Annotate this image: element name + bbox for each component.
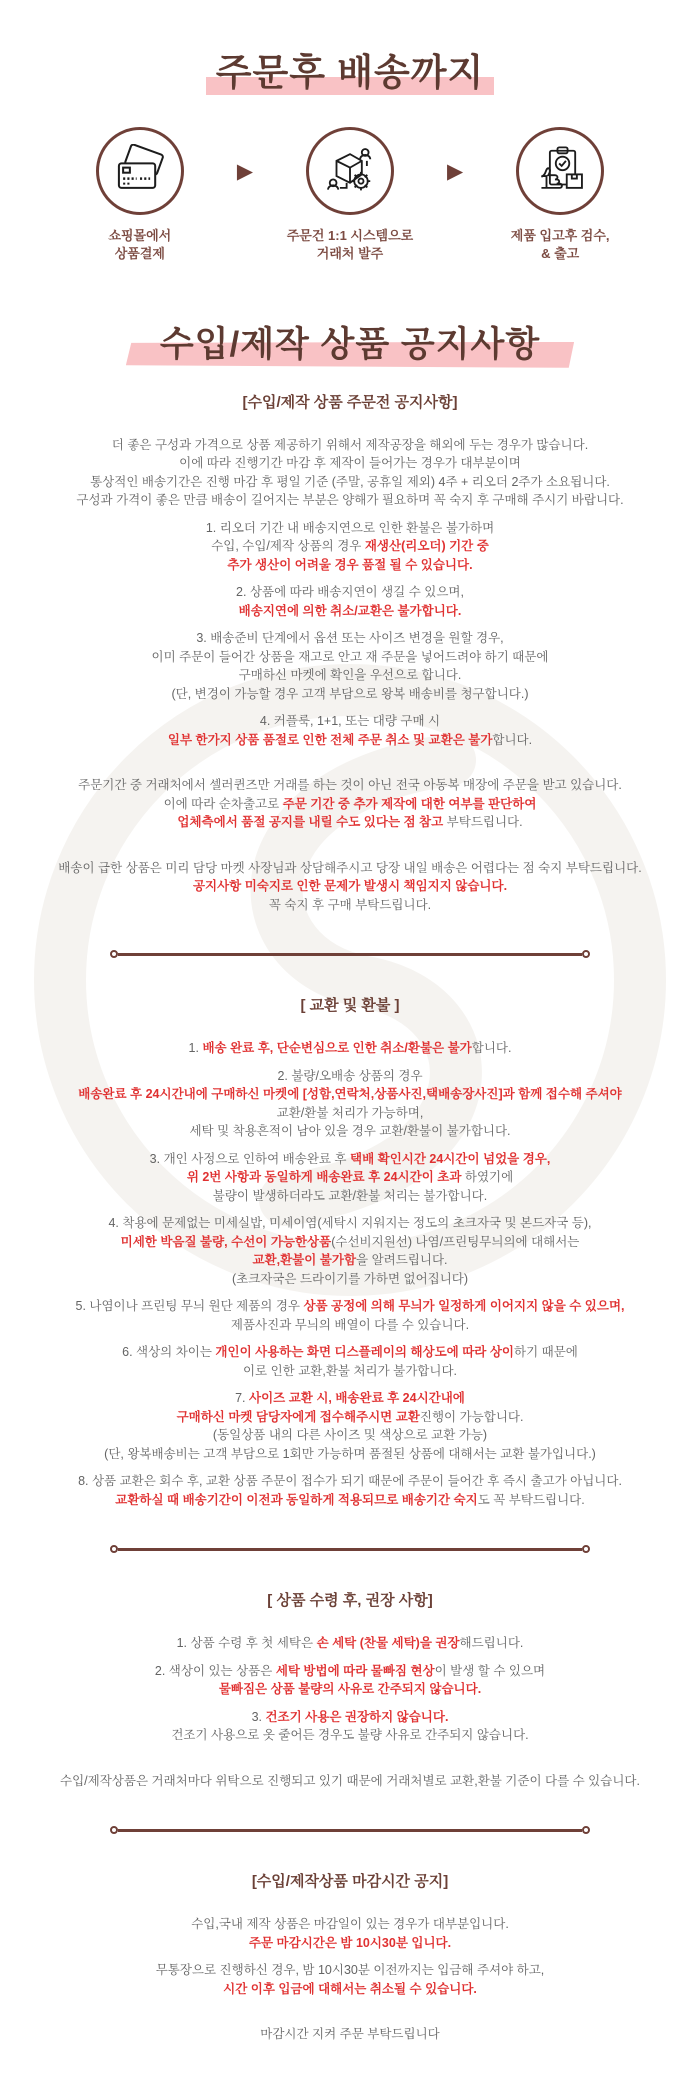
body-text: 4. 커플룩, 1+1, 또는 대량 구매 시 [259,714,441,729]
body-text: 1. 리오더 기간 내 배송지연으로 인한 환불은 불가하며 [205,520,495,535]
notice-line [0,1961,700,1980]
notice-line [0,896,700,915]
emphasis-text: 배송 완료 후, 단순변심으로 인한 취소/환불은 불가 [202,1041,472,1056]
notice-line [0,813,700,832]
notice-line [0,1187,700,1206]
emphasis-text: 사이즈 교환 시, 배송완료 후 24시간내에 [249,1391,465,1406]
step-inspection-shipping [471,127,649,263]
body-text: 구매하신 마켓에 확인을 우선으로 합니다. [238,668,462,683]
body-text: 2. 불량/오배송 상품의 경우 [277,1068,423,1083]
divider-bar [118,1548,582,1551]
order-process-steps [0,127,700,263]
notice-line [0,1039,700,1058]
notice-line [0,648,700,667]
body-text: 마감시간 지켜 주문 부탁드립니다 [260,2027,440,2042]
notice-line [0,491,700,510]
body-text: 1. 상품 수령 후 첫 세탁은 [176,1636,317,1651]
emphasis-text: 교환하실 때 배송기간이 이전과 동일하게 적용되므로 배송기간 숙지 [115,1492,478,1507]
notice-line [0,1150,700,1169]
notice-paragraph [0,1214,700,1288]
notice-line [0,1297,700,1316]
emphasis-text: 상품 공정에 의해 무늬가 일정하게 이어지지 않을 수 있으며, [303,1299,625,1314]
emphasis-text: 공지사항 미숙지로 인한 문제가 발생시 책임지지 않습니다. [192,879,508,894]
section-header: [ 상품 수령 후, 권장 사항] [267,1592,433,1610]
notice-line [0,1316,700,1335]
body-text: 이로 인한 교환,환불 처리가 불가합니다. [242,1363,458,1378]
notice-line [0,1491,700,1510]
body-text: 1. [188,1041,203,1056]
body-text: (동일상품 내의 다른 사이즈 및 색상으로 교환 가능) [212,1428,488,1443]
notice-paragraph [0,776,700,832]
body-text: 7. [235,1391,250,1406]
notice-line [0,1408,700,1427]
notice-paragraph [0,1708,700,1745]
section-header: [ 교환 및 환불 ] [300,997,400,1015]
notice-paragraph [0,1343,700,1380]
body-text: 이미 주문이 들어간 상품을 재고로 안고 재 주문을 넣어드려야 하기 때문에 [151,649,549,664]
body-text: 2. 색상이 있는 상품은 [154,1663,276,1678]
emphasis-text: 개인이 사용하는 화면 디스플레이의 해상도에 따라 상이 [215,1345,514,1360]
body-text: 구성과 가격이 좋은 만큼 배송이 길어지는 부분은 양해가 필요하며 꼭 숙지 후 구매해 주시기 바랍니다. [76,493,624,508]
notice-line [0,877,700,896]
page-title-order-to-delivery: 주문후 배송까지 [216,52,484,95]
body-text: 이에 따라 순차출고로 [163,796,283,811]
emphasis-text: 건조기 사용은 권장하지 않습니다. [265,1709,449,1724]
emphasis-text: 위 2번 사항과 동일하게 배송완료 후 24시간이 초과 [186,1170,462,1185]
credit-card-icon [113,144,167,198]
notice-paragraph [0,712,700,749]
body-text: 합니다. [471,1041,512,1056]
step-circle [96,127,184,215]
notice-line [0,1343,700,1362]
step-order-system [261,127,439,263]
step-payment [51,127,229,263]
notice-line [0,556,700,575]
section-divider [110,950,590,958]
body-text: 3. [251,1709,266,1724]
body-text: 4. 착용에 문제없는 미세실밥, 미세이염(세탁시 지워지는 정도의 초크자국 및 본드자국 등), [108,1216,592,1231]
body-text: 건조기 사용으로 옷 줄어든 경우도 불량 사유로 간주되지 않습니다. [171,1728,529,1743]
section-deadline-notice [0,1870,700,2044]
notice-paragraph [0,2025,700,2044]
body-text: 8. 상품 교환은 회수 후, 교환 상품 주문이 접수가 되기 때문에 주문이 들어간 후 즉시 출고가 아닙니다. [78,1474,622,1489]
notice-line [0,519,700,538]
notice-line [0,1426,700,1445]
section-divider [110,1545,590,1553]
notice-line [0,1104,700,1123]
section-body [0,1634,700,1790]
section-header: [수입/제작 상품 주문전 공지사항] [242,393,458,411]
step-circle [516,127,604,215]
emphasis-text: 구매하신 마켓 담당자에게 접수해주시면 교환 [176,1409,420,1424]
notice-line [0,1634,700,1653]
order-system-icon [323,144,377,198]
notice-paragraph [0,1297,700,1334]
body-text: 불량이 발생하더라도 교환/환불 처리는 불가합니다. [212,1188,488,1203]
notice-paragraph [0,1039,700,1058]
body-text: 진행이 가능합니다. [419,1409,524,1424]
divider-ring-icon [110,1826,118,1834]
page-title-notice: 수입/제작 상품 공지사항 [160,325,540,365]
arrow-right-icon: ▶ [447,159,464,183]
notice-line [0,1915,700,1934]
arrow-right-icon: ▶ [236,159,253,183]
notice-line [0,1472,700,1491]
notice-line [0,1270,700,1289]
section-divider [110,1826,590,1834]
notice-line [0,795,700,814]
notice-line [0,1214,700,1233]
notice-line [0,602,700,621]
notice-line [0,1445,700,1464]
notice-line [0,473,700,492]
emphasis-text: 미세한 박음질 불량, 수선이 가능한상품 [120,1234,332,1249]
divider-bar [118,1829,582,1832]
section-body [0,1915,700,2044]
notice-line [0,583,700,602]
notice-line [0,629,700,648]
section-pre-order-notice [0,391,700,915]
divider-bar [118,953,582,956]
body-text: 하기 때문에 [514,1345,578,1360]
body-text: 수입/제작상품은 거래처마다 위탁으로 진행되고 있기 때문에 거래처별로 교환,환불 기준이 다를 수 있습니다. [60,1773,640,1788]
emphasis-text: 택배 확인시간 24시간이 넘었을 경우, [350,1151,551,1166]
notice-line [0,1168,700,1187]
notice-paragraph [0,1662,700,1699]
body-text: 3. 개인 사정으로 인하여 배송완료 후 [149,1151,350,1166]
notice-line [0,776,700,795]
body-text: 수입,국내 제작 상품은 마감일이 있는 경우가 대부분입니다. [191,1917,509,1932]
notice-paragraph [0,1915,700,1952]
emphasis-text: 배송완료 후 24시간내에 구매하신 마켓에 [성함,연락처,상품사진,택배송장사진]과 함께 접수해 주셔야 [78,1087,622,1102]
emphasis-text: 재생산(리오더) 기간 중 [364,539,489,554]
notice-paragraph [0,1634,700,1653]
emphasis-text: 추가 생산이 어려울 경우 품절 될 수 있습니다. [227,557,473,572]
divider-ring-icon [582,950,590,958]
section-body [0,436,700,915]
emphasis-text: 업체측에서 품절 공지를 내릴 수도 있다는 점 참고 [177,815,444,830]
step-label: 주문건 1:1 시스템으로 거래처 발주 [286,227,414,261]
notice-line [0,454,700,473]
body-text: 6. 색상의 차이는 [122,1345,216,1360]
emphasis-text: 주문 기간 중 추가 제작에 대한 여부를 판단하여 [282,796,537,811]
notice-line [0,2025,700,2044]
divider-ring-icon [582,1826,590,1834]
notice-line [0,1233,700,1252]
divider-ring-icon [110,950,118,958]
notice-line [0,436,700,455]
notice-line [0,1708,700,1727]
inspection-shipping-icon [533,144,587,198]
emphasis-text: 배송지연에 의한 취소/교환은 불가합니다. [238,603,462,618]
notice-line [0,731,700,750]
notice-line [0,1772,700,1791]
body-text: (수선비지원선) 나염/프린팅무늬의에 대해서는 [331,1234,580,1249]
body-text: 5. 나염이나 프린팅 무늬 원단 제품의 경우 [75,1299,304,1314]
notice-line [0,859,700,878]
notice-paragraph [0,629,700,703]
body-text: 더 좋은 구성과 가격으로 상품 제공하기 위해서 제작공장을 해외에 두는 경우가 많습니다. [111,437,589,452]
body-text: 배송이 급한 상품은 미리 담당 마켓 사장님과 상담해주시고 당장 내일 배송은 어렵다는 점 숙지 부탁드립니다. [58,860,642,875]
notice-line [0,712,700,731]
notice-line [0,685,700,704]
divider-ring-icon [582,1545,590,1553]
notice-line [0,1662,700,1681]
body-text: 세탁 및 착용흔적이 남아 있을 경우 교환/환불이 불가합니다. [189,1124,511,1139]
body-text: 무통장으로 진행하신 경우, 밤 10시30분 이전까지는 입금해 주셔야 하고, [155,1963,545,1978]
body-text: (단, 왕복배송비는 고객 부담으로 1회만 가능하며 품절된 상품에 대해서는 교환 불가입니다.) [104,1446,596,1461]
emphasis-text: 교환,환불이 불가함 [252,1253,357,1268]
notice-paragraph [0,1961,700,1998]
notice-paragraph [0,436,700,510]
body-text: 도 꼭 부탁드립니다. [477,1492,585,1507]
body-text: 하였기에 [461,1170,514,1185]
body-text: 이 발생 할 수 있으며 [434,1663,546,1678]
section-header: [수입/제작상품 마감시간 공지] [251,1873,449,1891]
emphasis-text: 주문 마감시간은 밤 10시30분 입니다. [248,1935,452,1950]
notice-line [0,1980,700,1999]
notice-line [0,666,700,685]
notice-line [0,1726,700,1745]
notice-paragraph [0,519,700,575]
body-text: 수입, 수입/제작 상품의 경우 [211,539,365,554]
section-exchange-refund [0,994,700,1509]
notice-paragraph [0,1150,700,1206]
step-label: 쇼핑몰에서 상품결제 [108,227,172,261]
body-text: 부탁드립니다. [443,815,523,830]
body-text: 교환/환불 처리가 가능하며, [276,1105,424,1120]
notice-line [0,1085,700,1104]
emphasis-text: 물빠짐은 상품 불량의 사유로 간주되지 않습니다. [218,1682,482,1697]
notice-line [0,1389,700,1408]
emphasis-text: 시간 이후 입금에 대해서는 취소될 수 있습니다. [223,1981,477,1996]
body-text: (초크자국은 드라이기를 가하면 없어집니다) [231,1271,469,1286]
notice-paragraph [0,859,700,915]
step-circle [306,127,394,215]
body-text: 이에 따라 진행기간 마감 후 제작이 들어가는 경우가 대부분이며 [179,456,521,471]
body-text: 3. 배송준비 단계에서 옵션 또는 사이즈 변경을 원할 경우, [196,631,504,646]
notice-line [0,1680,700,1699]
body-text: 을 알려드립니다. [356,1253,448,1268]
notice-line [0,1122,700,1141]
body-text: 제품사진과 무늬의 배열이 다를 수 있습니다. [230,1317,470,1332]
notice-paragraph [0,1772,700,1791]
body-text: 통상적인 배송기간은 진행 마감 후 평일 기준 (주말, 공휴일 제외) 4주 + 리오더 2주가 소요됩니다. [90,474,610,489]
section-body [0,1039,700,1509]
body-text: 해드립니다. [459,1636,524,1651]
section-care-recommendation [0,1589,700,1790]
notice-paragraph [0,1389,700,1463]
emphasis-text: 손 세탁 (찬물 세탁)을 권장 [316,1636,460,1651]
body-text: 합니다. [492,732,533,747]
body-text: 꼭 숙지 후 구매 부탁드립니다. [268,897,432,912]
body-text: (단, 변경이 가능할 경우 고객 부담으로 왕복 배송비를 청구합니다.) [171,686,529,701]
divider-ring-icon [110,1545,118,1553]
notice-paragraph [0,583,700,620]
notice-line [0,1934,700,1953]
body-text: 2. 상품에 따라 배송지연이 생길 수 있으며, [236,585,464,600]
notice-paragraph [0,1472,700,1509]
notice-line [0,537,700,556]
body-text: 주문기간 중 거래처에서 셀러퀸즈만 거래를 하는 것이 아닌 전국 아동복 매장에 주문을 받고 있습니다. [78,778,622,793]
notice-line [0,1251,700,1270]
emphasis-text: 세탁 방법에 따라 물빠짐 현상 [275,1663,435,1678]
step-label: 제품 입고후 검수, & 출고 [510,227,610,261]
notice-line [0,1067,700,1086]
emphasis-text: 일부 한가지 상품 품절로 인한 전체 주문 취소 및 교환은 불가 [167,732,493,747]
notice-line [0,1362,700,1381]
notice-paragraph [0,1067,700,1141]
